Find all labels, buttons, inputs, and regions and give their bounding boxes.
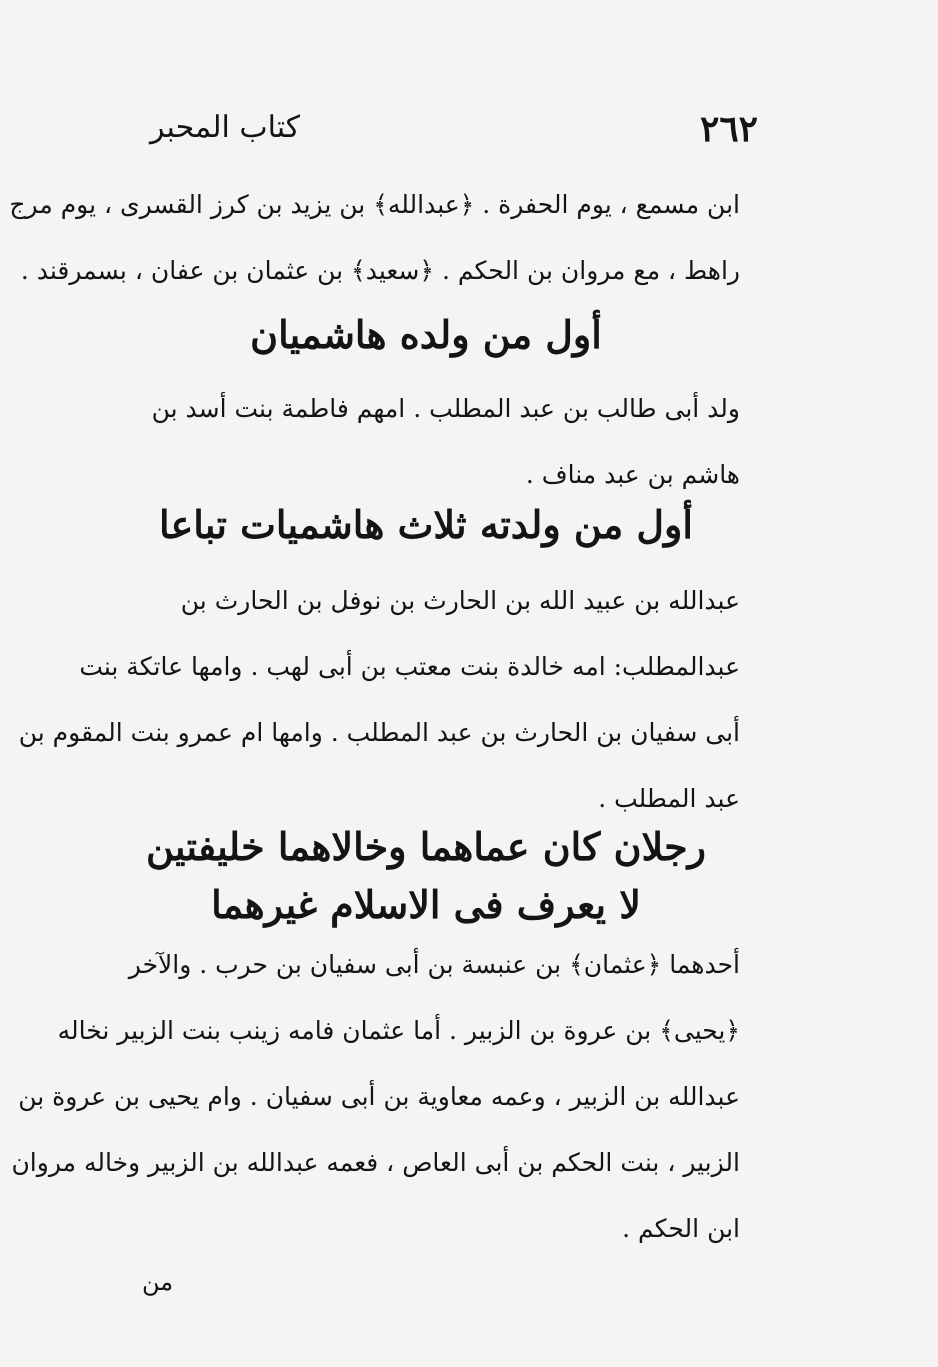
text-line: راهط ، مع مروان بن الحكم . ﴿سعيد﴾ بن عثمان بن عفان ، بسمرقند . (20, 256, 740, 285)
page-header (120, 108, 758, 158)
text-line: ولد أبى طالب بن عبد المطلب . امهم فاطمة بنت أسد بن (151, 394, 740, 423)
paragraph-2 (112, 376, 740, 508)
running-title: كتاب المحبر (150, 110, 301, 145)
text-line: ابن الحكم . (622, 1214, 740, 1243)
text-line: عبدالله بن عبيد الله بن الحارث بن نوفل بن الحارث بن (180, 586, 740, 615)
catchword: من (142, 1268, 174, 1296)
text-line: أحدهما ﴿عثمان﴾ بن عنبسة بن أبى سفيان بن حرب . والآخر (128, 950, 740, 979)
text-line: عبد المطلب . (598, 784, 740, 813)
section-heading-3 (112, 818, 740, 934)
paragraph-3 (18, 568, 740, 832)
page-number: ٢٦٢ (699, 108, 758, 150)
text-line: الزبير ، بنت الحكم بن أبى العاص ، فعمه عبدالله بن الزبير وخاله مروان (11, 1148, 740, 1177)
section-heading-2: أول من ولدته ثلاث هاشميات تباعا (159, 502, 693, 547)
section-heading-1: أول من ولده هاشميان (250, 312, 602, 357)
heading-line: رجلان كان عماهما وخالاهما خليفتين (145, 824, 707, 869)
text-line: هاشم بن عبد مناف . (525, 460, 740, 489)
paragraph-1 (9, 172, 740, 304)
text-line: ابن مسمع ، يوم الحفرة . ﴿عبدالله﴾ بن يزيد بن كرز القسرى ، يوم مرج (9, 190, 740, 219)
text-line: عبدالمطلب: امه خالدة بنت معتب بن أبى لهب . وامها عاتكة بنت (79, 652, 740, 681)
text-line: عبدالله بن الزبير ، وعمه معاوية بن أبى سفيان . وام يحيى بن عروة بن (18, 1082, 740, 1111)
text-line: ﴿يحيى﴾ بن عروة بن الزبير . أما عثمان فامه زينب بنت الزبير نخاله (57, 1016, 740, 1045)
heading-line: لا يعرف فى الاسلام غيرهما (211, 882, 641, 927)
paragraph-4 (11, 932, 740, 1262)
text-line: أبى سفيان بن الحارث بن عبد المطلب . وامها ام عمرو بنت المقوم بن (18, 718, 740, 747)
